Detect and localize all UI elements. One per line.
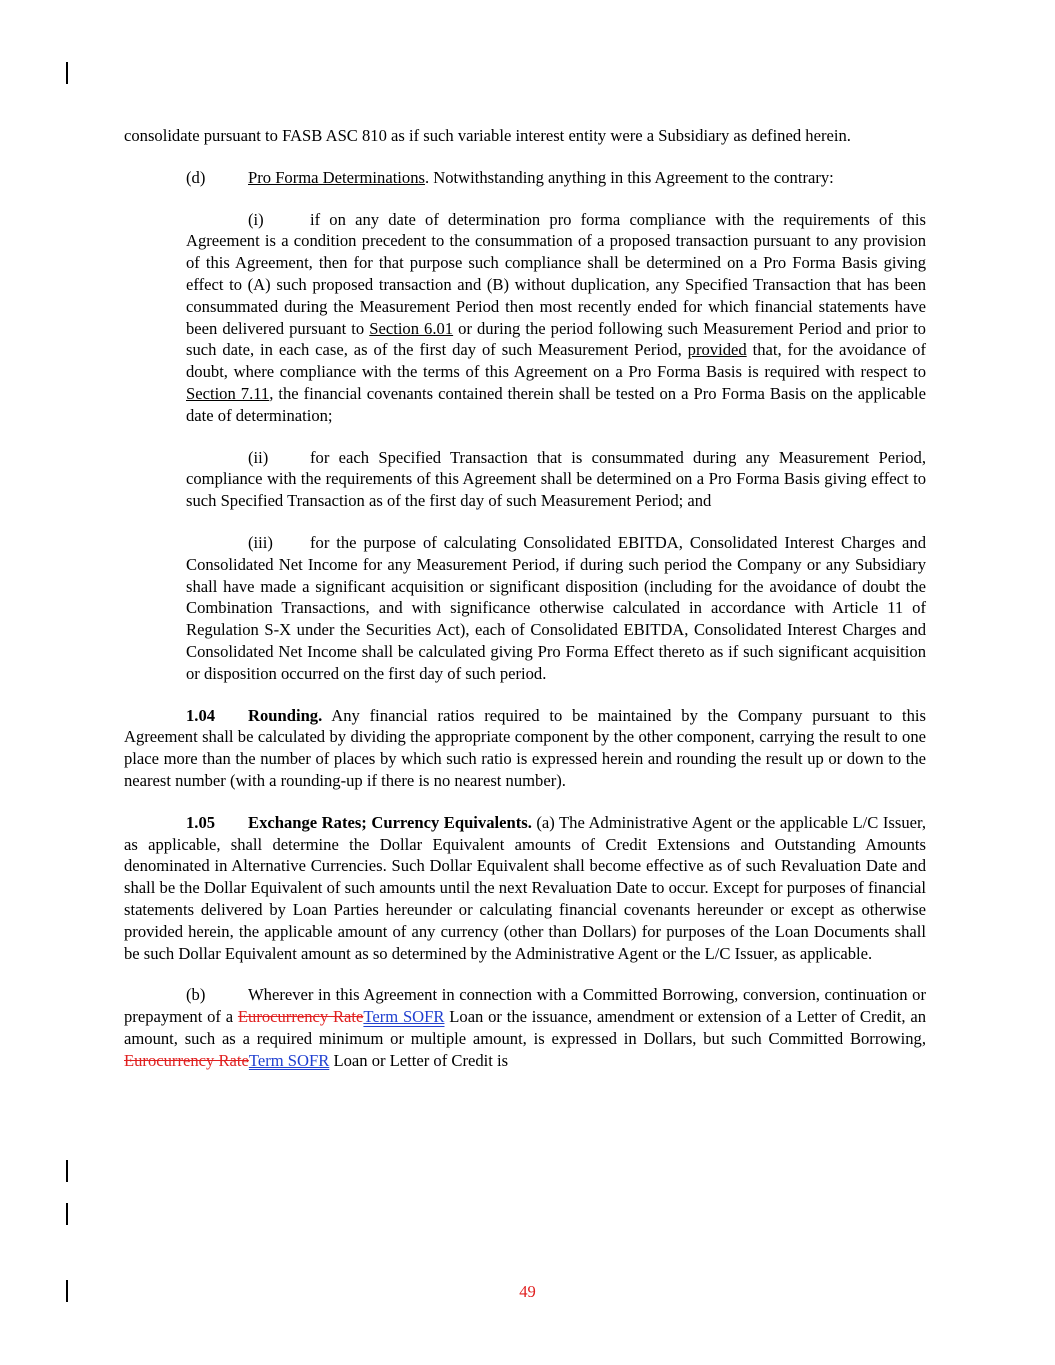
deleted-text-2: Eurocurrency Rate bbox=[124, 1050, 249, 1070]
paragraph-iii-text: for the purpose of calculating Consolidated EBITDA, Consolidated Interest Charges and Consolidated Net Income for any Measurement Period, if during such period the Company or any Subsidiary shall have made a significant acquisition or significant disposition (including for the avoidance of doubt the Combination Transactions, and with significance otherwise calculated in accordance with Article 11 of Regulation S-X under the Securities Act), each of Consolidated EBITDA, Consolidated Interest Charges and Consolidated Net Income shall be calculated giving Pro Forma Effect thereto as if such significant acquisition or disposition occurred on the first day of such period. bbox=[186, 532, 926, 683]
section-1-04 bbox=[124, 705, 926, 792]
section-number-1-04: 1.04 bbox=[186, 705, 216, 725]
section-number-1-05: 1.05 bbox=[186, 812, 216, 832]
paragraph-iii bbox=[186, 532, 926, 685]
paragraph-b bbox=[124, 984, 926, 1071]
label-ii: (ii) bbox=[248, 447, 269, 467]
label-d: (d) bbox=[186, 167, 206, 187]
ref-section-6-01: Section 6.01 bbox=[369, 318, 454, 338]
paragraph-d-text: . Notwithstanding anything in this Agreement to the contrary: bbox=[424, 167, 834, 187]
paragraph-i-text-3: that, for the avoidance of doubt, where compliance with the terms of this Agreement on a Pro Forma Basis is required with respect to bbox=[186, 340, 926, 382]
paragraph-continuation: consolidate pursuant to FASB ASC 810 as if such variable interest entity were a Subsidiary as defined herein. bbox=[124, 126, 851, 145]
paragraph-i bbox=[186, 209, 926, 427]
section-heading-exchange-rates: Exchange Rates; Currency Equivalents. bbox=[248, 812, 532, 832]
page-number: 49 bbox=[519, 1282, 536, 1301]
paragraph-i-text-2: or during the period following such Measurement Period and prior to such date, in each case, as of the first day of such Measurement Period, bbox=[186, 318, 926, 360]
paragraph-i-text-4: , the financial covenants contained therein shall be tested on a Pro Forma Basis on the applicable date of determination; bbox=[186, 383, 926, 425]
section-heading-rounding: Rounding. bbox=[248, 705, 323, 725]
paragraph-b-text-2: Loan or the issuance, amendment or extension of a Letter of Credit, an amount, such as a required minimum or multiple amount, is expressed in Dollars, but such Committed Borrowing, bbox=[124, 1007, 926, 1048]
label-i: (i) bbox=[248, 209, 264, 229]
inserted-text-1: Term SOFR bbox=[363, 1007, 445, 1027]
deleted-text-1: Eurocurrency Rate bbox=[237, 1007, 364, 1027]
section-1-05 bbox=[124, 812, 926, 965]
section-1-04-text: Any financial ratios required to be maintained by the Company pursuant to this Agreement shall be calculated by dividing the appropriate component by the other component, carrying the result to one place more than the number of places by which such ratio is expressed herein and rounding the result up or down to the nearest number (with a rounding-up if there is no nearest number). bbox=[124, 705, 926, 790]
paragraph-b-text-3: Loan or Letter of Credit is bbox=[329, 1050, 509, 1070]
label-b: (b) bbox=[186, 985, 206, 1005]
paragraph-b-text-1: Wherever in this Agreement in connection with a Committed Borrowing, conversion, continuation or prepayment of a bbox=[124, 985, 926, 1027]
change-bar-b-1 bbox=[66, 1160, 68, 1182]
paragraph-i-text-1: if on any date of determination pro forma compliance with the requirements of this Agreement is a condition precedent to the consummation of a proposed transaction pursuant to any provision of this Agreement, then for that purpose such compliance shall be determined on a Pro Forma Basis giving effect to (A) such proposed transaction and (B) without duplication, any Specified Transaction that has been consummated during the Measurement Period then most recently ended for which financial statements have been delivered pursuant to bbox=[186, 209, 926, 338]
change-bar-b-2 bbox=[66, 1203, 68, 1225]
body-text bbox=[124, 125, 926, 1071]
heading-pro-forma: Pro Forma Determinations bbox=[248, 167, 425, 187]
paragraph-ii-text: for each Specified Transaction that is consummated during any Measurement Period, compliance with the requirements of this Agreement shall be determined on a Pro Forma Basis giving effect to such Specified Transaction as of the first day of such Measurement Period; and bbox=[186, 447, 926, 511]
paragraph-d bbox=[124, 167, 926, 189]
change-bar-top bbox=[66, 62, 68, 84]
ref-section-7-11: Section 7.11 bbox=[186, 383, 270, 403]
term-provided: provided bbox=[687, 340, 747, 360]
label-iii: (iii) bbox=[248, 532, 273, 552]
inserted-text-2: Term SOFR bbox=[248, 1050, 330, 1070]
paragraph-ii bbox=[186, 447, 926, 512]
section-1-05-text: (a) The Administrative Agent or the applicable L/C Issuer, as applicable, shall determine the Dollar Equivalent amounts of Credit Extensions and Outstanding Amounts denominated in Alternative Currencies. Such Dollar Equivalent shall become effective as of such Revaluation Date and shall be the Dollar Equivalent of such amounts until the next Revaluation Date to occur. Except for purposes of financial statements delivered by Loan Parties hereunder or calculating financial covenants hereunder or except as otherwise provided herein, the applicable amount of any currency (other than Dollars) for purposes of the Loan Documents shall be such Dollar Equivalent amount as so determined by the Administrative Agent or the L/C Issuer, as applicable. bbox=[124, 812, 926, 963]
